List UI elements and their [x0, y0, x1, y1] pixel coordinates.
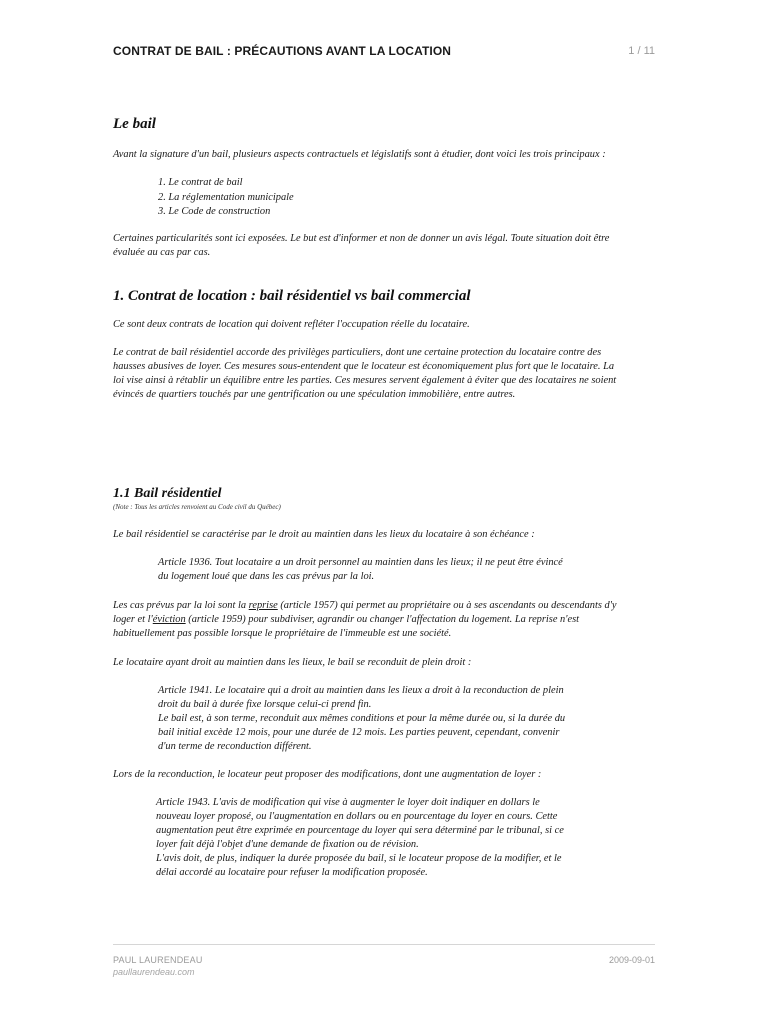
document-title: CONTRAT DE BAIL : PRÉCAUTIONS AVANT LA LOCATION	[113, 44, 452, 58]
quote-line: droit du bail à durée fixe lorsque celui-ci prend fin.	[158, 699, 372, 710]
page-footer	[113, 955, 655, 985]
paragraph-line: habituellement pas possible lorsque le propriétaire de l'immeuble est une société.	[113, 628, 452, 639]
paragraph-two-contracts	[113, 318, 658, 332]
reprise-link[interactable]: reprise	[248, 600, 278, 611]
paragraph-line: Le locataire ayant droit au maintien dans les lieux, le bail se reconduit de plein droit :	[113, 657, 472, 668]
quote-line: Le bail est, à son terme, reconduit aux mêmes conditions et pour la même durée ou, si la durée du	[158, 713, 566, 724]
article-1936-quote	[158, 556, 608, 584]
quote-line: bail initial excède 12 mois, pour une durée de 12 mois. Les parties peuvent, cependant, convenir	[158, 727, 560, 738]
paragraph-residential-privileges	[113, 346, 658, 402]
text-span: Les cas prévus par la loi sont la	[113, 600, 249, 611]
quote-line: nouveau loyer proposé, ou l'augmentation en dollars ou en pourcentage du loyer en cours. Cette	[156, 811, 558, 822]
article-1941-quote	[158, 684, 608, 754]
paragraph-line: Certaines particularités sont ici exposées. Le but est d'informer et non de donner un avis légal. Toute situation doit être	[113, 233, 610, 244]
quote-line: délai accordé au locataire pour refuser la modification proposée.	[156, 867, 428, 878]
quote-line: d'un terme de reconduction différent.	[158, 741, 312, 752]
quote-line: Article 1936. Tout locataire a un droit personnel au maintien dans les lieux; il ne peut être évincé	[158, 557, 563, 568]
page-indicator: 1 / 11	[628, 45, 655, 57]
paragraph-line: Lors de la reconduction, le locateur peut proposer des modifications, dont une augmentation de loyer :	[113, 769, 542, 780]
paragraph-line: évaluée au cas par cas.	[113, 247, 211, 258]
quote-line: loyer fait déjà l'objet d'une demande de fixation ou de révision.	[156, 839, 419, 850]
paragraph-line: Le bail résidentiel se caractérise par le droit au maintien dans les lieux du locataire à son échéance :	[113, 529, 535, 540]
list-item: 3. Le Code de construction	[158, 206, 271, 217]
section-heading-le-bail: Le bail	[113, 116, 156, 132]
footer-date: 2009-09-01	[608, 955, 655, 965]
quote-line: du logement loué que dans les cas prévus par la loi.	[158, 571, 375, 582]
footer-site-link[interactable]: paullaurendeau.com	[113, 967, 195, 977]
paragraph-line	[113, 599, 658, 613]
footer-divider	[113, 944, 655, 945]
eviction-link[interactable]: éviction	[152, 614, 186, 625]
numbered-list	[158, 176, 294, 220]
paragraph-line: évincés de quartiers touchés par une gentrification ou une spéculation immobilière, entre autres.	[113, 389, 516, 400]
text-span: (article 1959) pour subdiviser, agrandir ou changer l'affectation du logement. La reprise n'est	[185, 614, 580, 625]
paragraph-line: hausses abusives de loyer. Ces mesures sous-entendent que le locateur est économiquement plus fort que le locataire. La	[113, 361, 615, 372]
article-1943-quote	[156, 796, 606, 880]
section-heading-bail-residentiel: 1.1 Bail résidentiel	[113, 486, 222, 501]
list-item: 1. Le contrat de bail	[158, 177, 243, 188]
section-heading-contrat-location: 1. Contrat de location : bail résidentiel vs bail commercial	[113, 288, 471, 304]
text-span: (article 1957) qui permet au propriétaire ou à ses ascendants ou descendants d'y	[277, 600, 617, 611]
paragraph-line: Le contrat de bail résidentiel accorde des privilèges particuliers, dont une certaine protection du locataire contre des	[113, 347, 602, 358]
quote-line: Article 1943. L'avis de modification qui vise à augmenter le loyer doit indiquer en dollars le	[156, 797, 540, 808]
paragraph-line: Avant la signature d'un bail, plusieurs aspects contractuels et législatifs sont à étudier, dont voici les trois principaux :	[113, 149, 606, 160]
paragraph-maintien	[113, 528, 658, 542]
page-header	[113, 44, 655, 62]
paragraph-intro	[113, 148, 658, 162]
paragraph-disclaimer	[113, 232, 658, 260]
quote-line: L'avis doit, de plus, indiquer la durée proposée du bail, si le locateur propose de la modifier, et le	[156, 853, 562, 864]
section-note: (Note : Tous les articles renvoient au Code civil du Québec)	[113, 503, 281, 511]
quote-line: augmentation peut être exprimée en pourcentage du loyer qui sera déterminé par le tribunal, si ce	[156, 825, 564, 836]
paragraph-cas-prevus	[113, 599, 658, 641]
footer-author: PAUL LAURENDEAU	[113, 955, 203, 965]
paragraph-reconduction-droit	[113, 656, 658, 670]
text-span: loger et l'	[113, 614, 153, 625]
paragraph-line	[113, 613, 658, 627]
quote-line: Article 1941. Le locataire qui a droit au maintien dans les lieux a droit à la reconduction de plein	[158, 685, 564, 696]
paragraph-modifications	[113, 768, 658, 782]
paragraph-line: loi vise ainsi à rétablir un équilibre entre les parties. Ces mesures servent également à éviter que des locataires ne soient	[113, 375, 617, 386]
paragraph-line: Ce sont deux contrats de location qui doivent refléter l'occupation réelle du locataire.	[113, 319, 470, 330]
list-item: 2. La réglementation municipale	[158, 191, 294, 203]
